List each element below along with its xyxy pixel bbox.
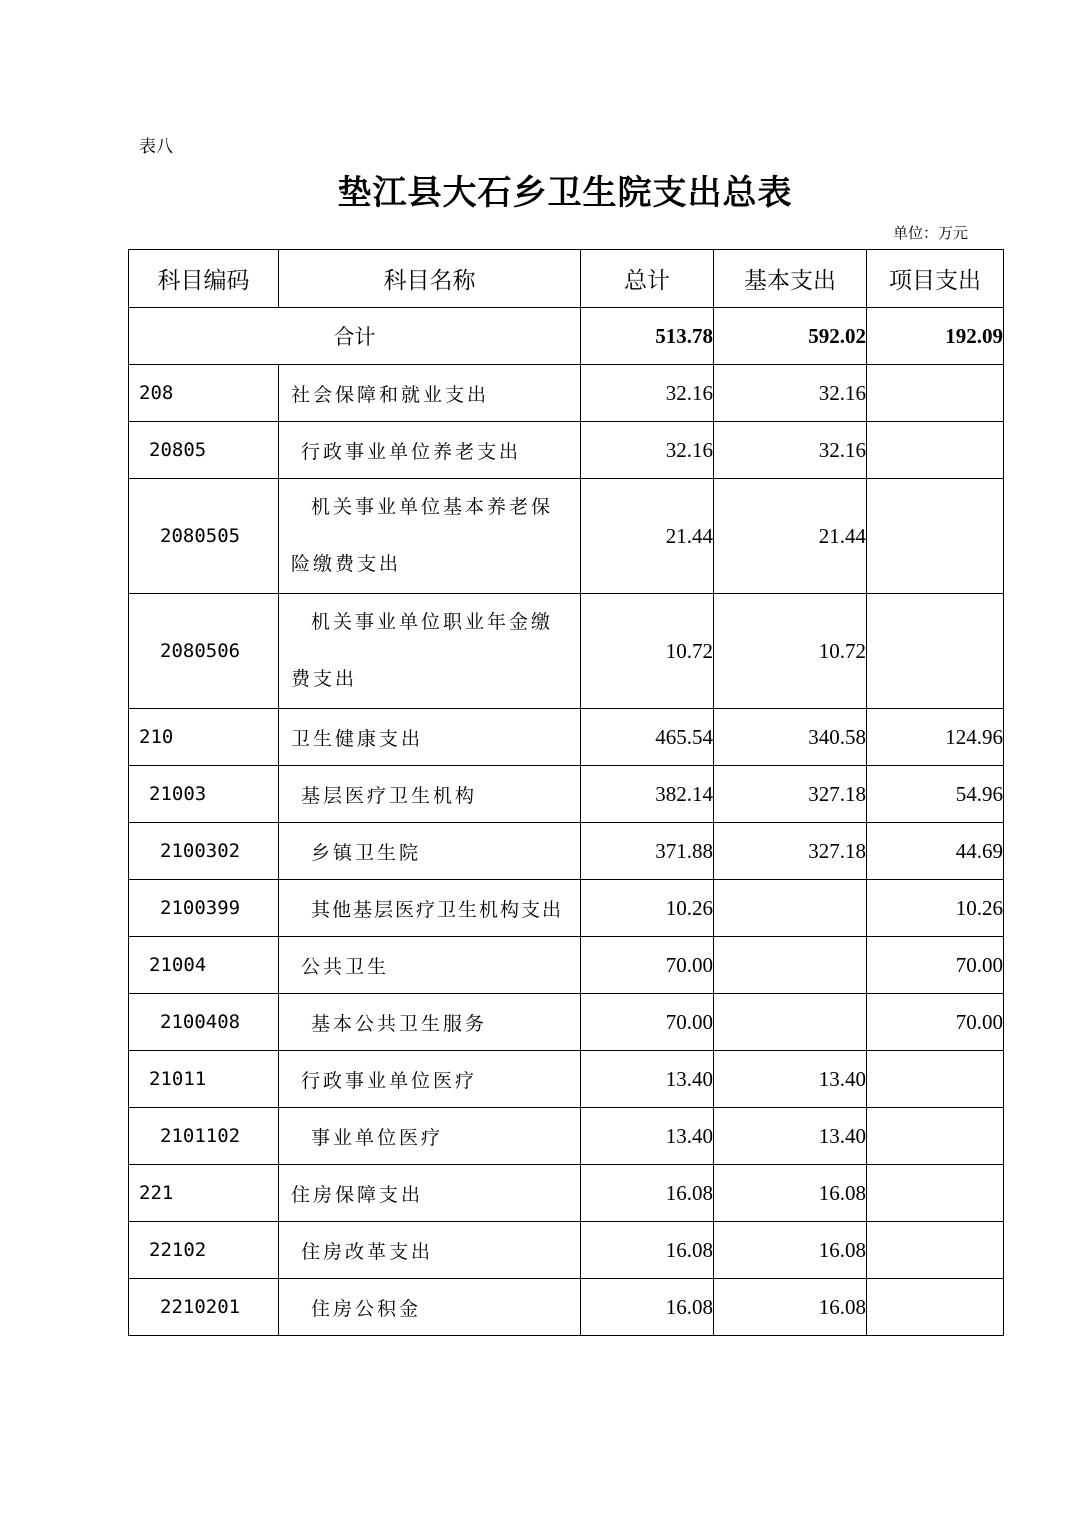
unit-label: 单位：万元 [893,224,969,242]
row-total: 16.08 [581,1165,714,1222]
row-basic [714,937,867,994]
row-code: 22102 [129,1222,279,1279]
row-total: 16.08 [581,1279,714,1336]
expenditure-table [128,249,1004,1336]
row-basic: 32.16 [714,365,867,422]
row-total: 382.14 [581,766,714,823]
row-basic: 16.08 [714,1222,867,1279]
total-row [129,308,1004,365]
row-name: 机关事业单位职业年金缴费支出 [279,594,581,709]
row-basic: 340.58 [714,709,867,766]
row-basic: 13.40 [714,1051,867,1108]
row-name: 住房保障支出 [279,1165,581,1222]
header-code: 科目编码 [129,250,279,308]
row-total: 10.26 [581,880,714,937]
row-code: 21011 [129,1051,279,1108]
row-name: 卫生健康支出 [279,709,581,766]
row-code: 20805 [129,422,279,479]
row-project: 70.00 [867,994,1004,1051]
row-name: 行政事业单位医疗 [279,1051,581,1108]
row-project [867,479,1004,594]
row-total: 16.08 [581,1222,714,1279]
row-project [867,1108,1004,1165]
row-code: 221 [129,1165,279,1222]
table-row [129,1222,1004,1279]
header-name: 科目名称 [279,250,581,308]
table-row [129,1279,1004,1336]
row-code: 21004 [129,937,279,994]
table-row [129,594,1004,709]
row-project [867,422,1004,479]
row-total: 21.44 [581,479,714,594]
total-sum: 513.78 [581,308,714,365]
row-name: 住房公积金 [279,1279,581,1336]
table-row [129,479,1004,594]
table-row [129,709,1004,766]
header-project: 项目支出 [867,250,1004,308]
row-project: 54.96 [867,766,1004,823]
row-total: 32.16 [581,422,714,479]
row-total: 70.00 [581,937,714,994]
row-code: 2100399 [129,880,279,937]
table-row [129,766,1004,823]
row-project [867,1051,1004,1108]
row-basic: 16.08 [714,1165,867,1222]
row-name: 乡镇卫生院 [279,823,581,880]
table-row [129,422,1004,479]
header-total: 总计 [581,250,714,308]
row-code: 2080506 [129,594,279,709]
row-code: 2210201 [129,1279,279,1336]
row-basic: 327.18 [714,823,867,880]
row-project [867,365,1004,422]
row-basic: 327.18 [714,766,867,823]
row-project [867,1165,1004,1222]
row-name: 基本公共卫生服务 [279,994,581,1051]
row-project [867,1222,1004,1279]
row-basic [714,880,867,937]
row-total: 10.72 [581,594,714,709]
header-row [129,250,1004,308]
total-label: 合计 [129,308,581,365]
row-basic: 32.16 [714,422,867,479]
table-row [129,1108,1004,1165]
row-code: 2101102 [129,1108,279,1165]
row-code: 2080505 [129,479,279,594]
row-name: 行政事业单位养老支出 [279,422,581,479]
row-name: 社会保障和就业支出 [279,365,581,422]
row-basic [714,994,867,1051]
header-basic: 基本支出 [714,250,867,308]
table-row [129,1165,1004,1222]
total-basic: 592.02 [714,308,867,365]
table-row [129,365,1004,422]
row-code: 21003 [129,766,279,823]
table-row [129,880,1004,937]
row-name: 其他基层医疗卫生机构支出 [279,880,581,937]
row-total: 13.40 [581,1051,714,1108]
table-row [129,1051,1004,1108]
table-row [129,937,1004,994]
row-total: 32.16 [581,365,714,422]
row-total: 371.88 [581,823,714,880]
row-code: 2100302 [129,823,279,880]
row-project [867,594,1004,709]
row-total: 465.54 [581,709,714,766]
table-row [129,823,1004,880]
row-name: 事业单位医疗 [279,1108,581,1165]
document-title: 垫江县大石乡卫生院支出总表 [337,173,793,213]
row-total: 70.00 [581,994,714,1051]
row-project [867,1279,1004,1336]
row-code: 210 [129,709,279,766]
row-project: 10.26 [867,880,1004,937]
total-project: 192.09 [867,308,1004,365]
row-basic: 13.40 [714,1108,867,1165]
row-total: 13.40 [581,1108,714,1165]
row-name: 基层医疗卫生机构 [279,766,581,823]
row-basic: 21.44 [714,479,867,594]
row-code: 2100408 [129,994,279,1051]
row-project: 70.00 [867,937,1004,994]
row-basic: 16.08 [714,1279,867,1336]
row-name: 机关事业单位基本养老保险缴费支出 [279,479,581,594]
row-project: 44.69 [867,823,1004,880]
row-name: 公共卫生 [279,937,581,994]
table-row [129,994,1004,1051]
table-number-label: 表八 [139,137,173,157]
row-project: 124.96 [867,709,1004,766]
row-code: 208 [129,365,279,422]
row-name: 住房改革支出 [279,1222,581,1279]
row-basic: 10.72 [714,594,867,709]
